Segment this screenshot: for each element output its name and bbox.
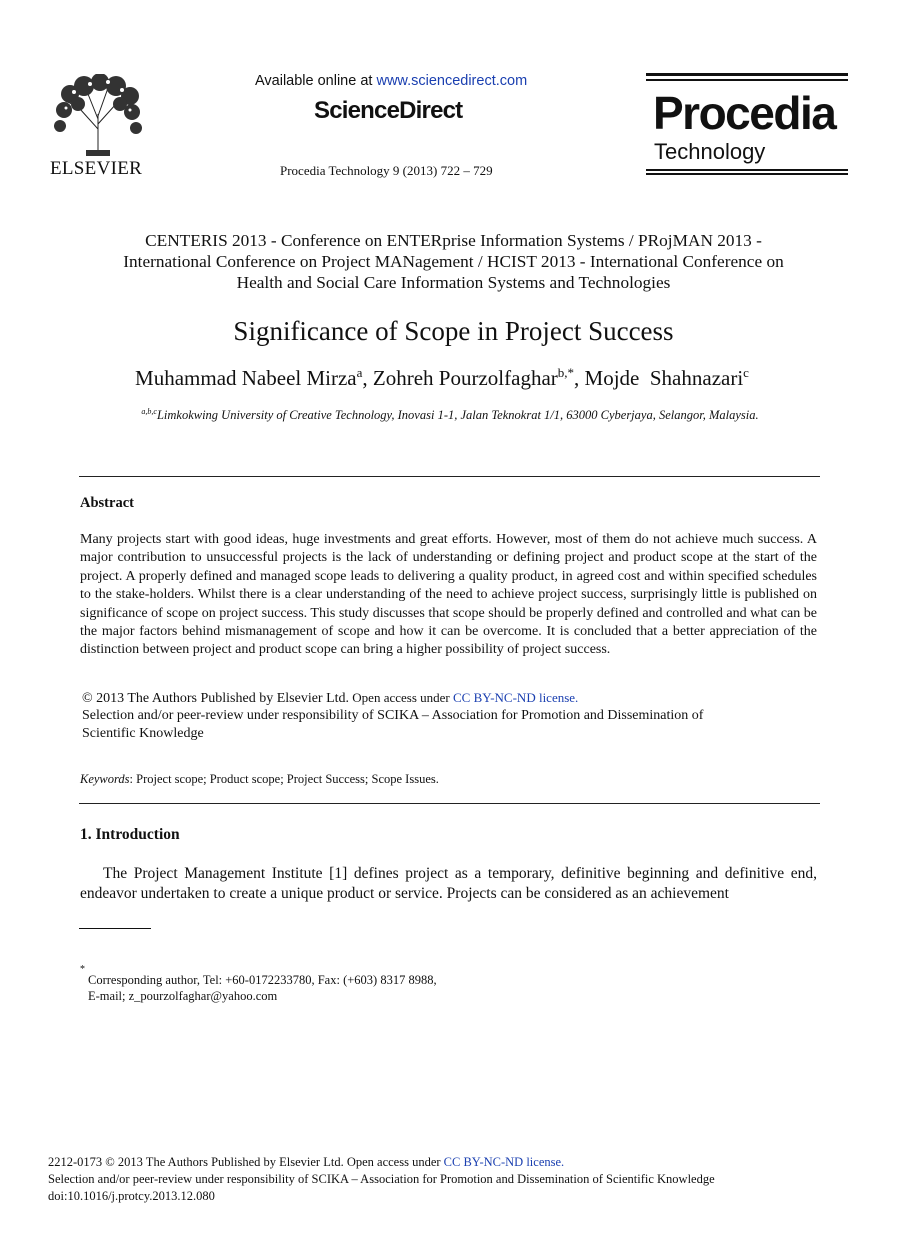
keywords: Keywords: Project scope; Product scope; Project Success; Scope Issues. [80, 772, 439, 786]
elsevier-wordmark: ELSEVIER [50, 158, 143, 179]
available-online: Available online at www.sciencedirect.com [255, 73, 528, 89]
bottom-selection-line: Selection and/or peer-review under responsibility of SCIKA – Association for Promotion and Dissemination of Scientific Knowledge [48, 1172, 715, 1186]
conference-line-1: CENTERIS 2013 - Conference on ENTERprise Information Systems / PRojMAN 2013 - [145, 231, 762, 250]
footnote-line-2: E-mail; z_pourzolfaghar@yahoo.com [88, 989, 278, 1003]
author-name: Mojde Shahnazari [584, 366, 744, 390]
elsevier-tree-icon [50, 74, 146, 158]
author-name: Muhammad Nabeel Mirza [135, 366, 357, 390]
procedia-wordmark: Procedia [653, 87, 836, 139]
affiliation: $^{a,b,c}$Limkokwing University of Creative Technology, Inovasi 1-1, Jalan Teknokrat 1/1, 63000 Cyberjaya, Selangor, Malaysia. [141, 406, 759, 422]
divider-bottom [79, 803, 820, 804]
conference-line-2: International Conference on Project MANagement / HCIST 2013 - International Conference on [123, 252, 784, 271]
procedia-logo [646, 73, 848, 177]
author-name: Zohreh Pourzolfaghar [372, 366, 558, 390]
conference-line-3: Health and Social Care Information Systems and Technologies [236, 273, 671, 292]
elsevier-logo [50, 74, 146, 178]
author-affil-mark: c [743, 365, 749, 380]
footnote-rule [79, 928, 151, 929]
paper-title: Significance of Scope in Project Success [233, 316, 674, 346]
journal-reference: Procedia Technology 9 (2013) 722 – 729 [280, 163, 493, 178]
footnote-line-1: Corresponding author, Tel: +60-0172233780, Fax: (+603) 8317 8988, [88, 973, 437, 987]
selection-line-2: Scientific Knowledge [82, 726, 204, 741]
procedia-subtitle: Technology [654, 139, 766, 164]
abstract-body: Many projects start with good ideas, huge investments and great efforts. However, most of them do not achieve much success. A major contribution to unsuccessful projects is the lack of understanding or defining project and product scope at the start of the project. A properly defined and managed scope leads to delivering a quality product, in agreed cost and within specified schedules to the stake-holders. Whilst there is a clear understanding of the need to achieve project success, surprisingly little is published on significance of scope on project success. This study discusses that scope should be properly defined and controlled and what can be the major factors behind mismanagement of scope and how it can be overcome. It is concluded that a better appreciation of the distinction between project and product scope can bring a higher possibility of project success. [80, 532, 817, 658]
doi: doi:10.1016/j.protcy.2013.12.080 [48, 1189, 215, 1203]
sciencedirect-link[interactable]: www.sciencedirect.com [376, 73, 528, 89]
issn-line: 2212-0173 © 2013 The Authors Published by Elsevier Ltd. Open access under CC BY-NC-ND license. [48, 1155, 565, 1169]
author-list: Muhammad Nabeel Mirza$^a$, Zohreh Pourzolfaghar$^{b,*}$, Mojde Shahnazari$^c$ [135, 365, 749, 390]
section-body: The Project Management Institute [1] defines project as a temporary, definitive beginning and definitive end, endeavor undertaken to create a unique product or service. Projects can be considered as an achievement [80, 865, 817, 902]
abstract-heading: Abstract [80, 495, 134, 511]
license-link[interactable]: CC BY-NC-ND license. [443, 1155, 565, 1169]
footnote-mark: * [80, 964, 85, 975]
sciencedirect-logo: ScienceDirect [314, 97, 463, 124]
author-affil-mark: a [356, 365, 363, 380]
license-link[interactable]: CC BY-NC-ND license. [453, 690, 579, 705]
author-affil-mark: b,* [557, 365, 575, 380]
copyright-line: © 2013 The Authors Published by Elsevier Ltd. Open access under CC BY-NC-ND license. [82, 690, 579, 706]
conference-info [40, 230, 867, 293]
selection-line: Selection and/or peer-review under responsibility of SCIKA – Association for Promotion and Dissemination of [82, 708, 704, 723]
divider-top [79, 476, 820, 477]
section-heading: 1. Introduction [80, 826, 180, 843]
